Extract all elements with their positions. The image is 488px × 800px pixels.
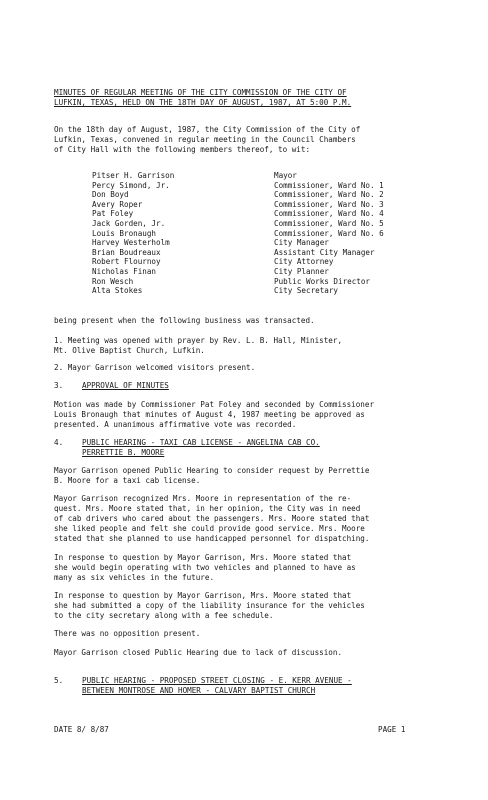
item-4-p6-line: Mayor Garrison closed Public Hearing due to lack of discussion. [54, 648, 343, 657]
intro-line-3: of City Hall with the following members thereof, to wit: [54, 145, 311, 154]
roster-row [92, 277, 452, 287]
item-3-body-line-1: Motion was made by Commissioner Pat Foley and seconded by Commissioner [54, 400, 375, 409]
roster-row [92, 257, 452, 267]
member-name: Pat Foley [92, 209, 134, 219]
item-3-body-line-2: Louis Bronaugh that minutes of August 4, 1987 meeting be approved as [54, 410, 365, 419]
roster-row [92, 219, 452, 229]
roster-row [92, 248, 452, 258]
member-role: City Manager [274, 238, 329, 248]
item-5-title-line-1: PUBLIC HEARING - PROPOSED STREET CLOSING - E. KERR AVENUE - [82, 676, 352, 685]
member-name: Louis Bronaugh [92, 228, 157, 238]
roster-row [92, 286, 452, 296]
footer-page-number: PAGE 1 [378, 725, 406, 734]
member-role: Commissioner, Ward No. 2 [274, 190, 384, 200]
member-name: Alta Stokes [92, 286, 143, 296]
item-4-p4-line-2: she had submitted a copy of the liability insurance for the vehicles [54, 601, 365, 610]
roster-row [92, 200, 452, 210]
item-4-p2-line-3: of cab drivers who cared about the passengers. Mrs. Moore stated that [54, 514, 370, 523]
roster-row [92, 181, 452, 191]
attendance-roster [92, 171, 452, 296]
intro-line-2: Lufkin, Texas, convened in regular meeting in the Council Chambers [54, 135, 356, 144]
roster-row [92, 238, 452, 248]
member-role: City Planner [274, 266, 329, 276]
item-4-p3-line-2: she would begin operating with two vehicles and planned to have as [54, 563, 356, 572]
item-4-number: 4. [54, 438, 64, 447]
member-role: City Secretary [274, 286, 339, 296]
member-role: Mayor [274, 171, 297, 180]
member-name: Ron Wesch [92, 276, 134, 286]
minutes-heading-line-2: LUFKIN, TEXAS, HELD ON THE 18TH DAY OF AUGUST, 1987, AT 5:00 P.M. [54, 98, 352, 107]
item-4-p5-line: There was no opposition present. [54, 629, 201, 638]
item-4-p3-line-3: many as six vehicles in the future. [54, 573, 215, 582]
minutes-heading-line-1: MINUTES OF REGULAR MEETING OF THE CITY COMMISSION OF THE CITY OF [54, 88, 347, 97]
member-name: Pitser H. Garrison [92, 171, 175, 180]
member-role: Commissioner, Ward No. 4 [274, 209, 384, 219]
member-role: Commissioner, Ward No. 6 [274, 228, 384, 238]
member-role: Commissioner, Ward No. 5 [274, 218, 384, 228]
item-4-p4-line-1: In response to question by Mayor Garrison, Mrs. Moore stated that [54, 591, 352, 600]
item-4-p2-line-1: Mayor Garrison recognized Mrs. Moore in representation of the re- [54, 494, 352, 503]
member-role: Public Works Director [274, 276, 371, 286]
intro-line-1: On the 18th day of August, 1987, the City Commission of the City of [54, 125, 361, 134]
item-3-body-line-3: presented. A unanimous affirmative vote was recorded. [54, 420, 297, 429]
item-4-title-line-1: PUBLIC HEARING - TAXI CAB LICENSE - ANGELINA CAB CO. [82, 438, 320, 447]
member-name: Nicholas Finan [92, 266, 157, 276]
roster-row [92, 229, 452, 239]
member-name: Harvey Westerholm [92, 238, 170, 248]
item-4-p2-line-4: she liked people and felt she could provide good service. Mrs. Moore [54, 524, 365, 533]
member-role: City Attorney [274, 257, 334, 267]
roster-row [92, 190, 452, 200]
item-4-title-line-2: PERRETTIE B. MOORE [82, 448, 165, 457]
item-5-title-line-2: BETWEEN MONTROSE AND HOMER - CALVARY BAPTIST CHURCH [82, 686, 316, 695]
roster-row [92, 171, 452, 181]
present-statement: being present when the following business was transacted. [54, 316, 315, 325]
member-role: Commissioner, Ward No. 1 [274, 180, 384, 190]
member-name: Jack Gorden, Jr. [92, 218, 166, 228]
member-name: Don Boyd [92, 190, 129, 200]
footer-date: DATE 8/ 8/87 [54, 725, 109, 734]
item-5-number: 5. [54, 676, 64, 685]
item-3-number: 3. [54, 381, 64, 390]
member-role: Assistant City Manager [274, 247, 375, 257]
member-role: Commissioner, Ward No. 3 [274, 199, 384, 209]
roster-row [92, 267, 452, 277]
item-4-p2-line-2: quest. Mrs. Moore stated that, in her opinion, the City was in need [54, 504, 361, 513]
member-name: Avery Roper [92, 199, 143, 209]
member-name: Percy Simond, Jr. [92, 180, 170, 190]
item-4-p1-line-1: Mayor Garrison opened Public Hearing to consider request by Perrettie [54, 466, 370, 475]
item-4-p3-line-1: In response to question by Mayor Garrison, Mrs. Moore stated that [54, 553, 352, 562]
item-1-line-1: 1. Meeting was opened with prayer by Rev. L. B. Hall, Minister, [54, 336, 343, 345]
item-4-p4-line-3: to the city secretary along with a fee schedule. [54, 611, 274, 620]
item-4-p2-line-5: stated that she planned to use handicapped personnel for dispatching. [54, 534, 370, 543]
item-2-line: 2. Mayor Garrison welcomed visitors present. [54, 363, 256, 372]
item-3-title: APPROVAL OF MINUTES [82, 381, 169, 390]
item-4-p1-line-2: B. Moore for a taxi cab license. [54, 476, 201, 485]
roster-row [92, 209, 452, 219]
item-1-line-2: Mt. Olive Baptist Church, Lufkin. [54, 346, 205, 355]
member-name: Robert Flournoy [92, 257, 161, 267]
member-name: Brian Boudreaux [92, 247, 161, 257]
